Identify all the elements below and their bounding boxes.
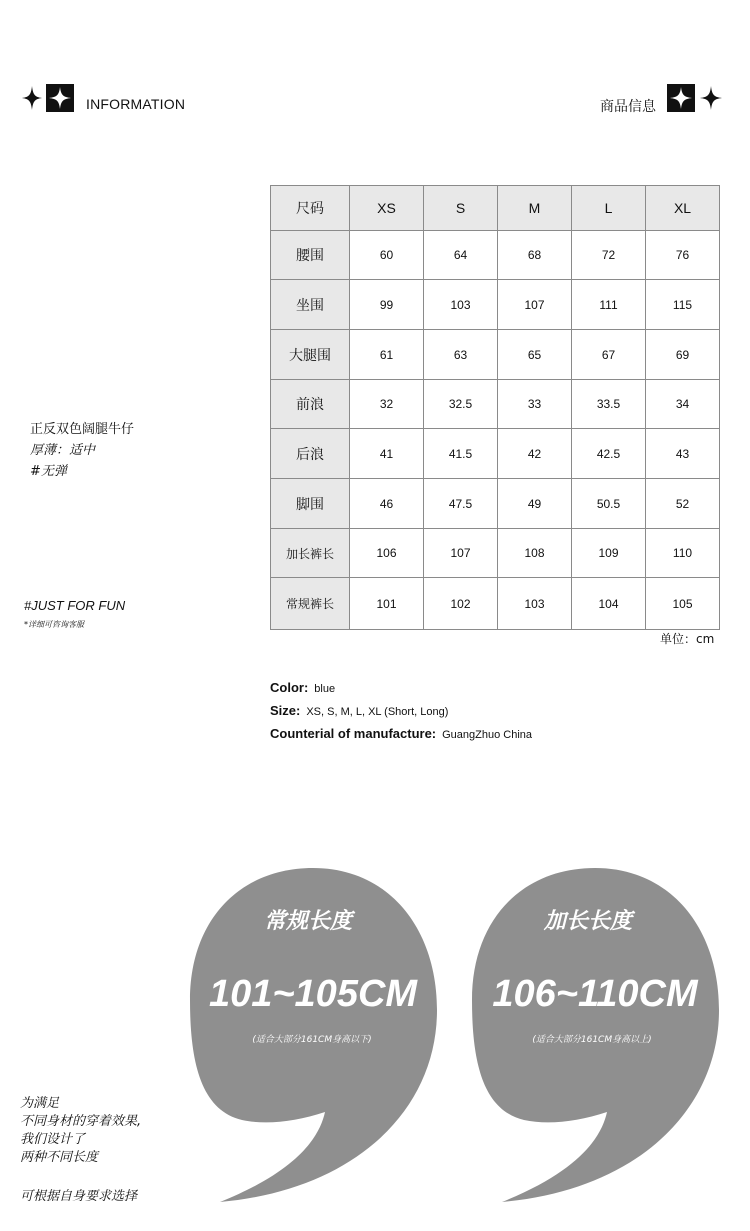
row-label: 前浪 [271,380,350,429]
table-cell: 109 [572,529,646,578]
table-cell: 103 [498,578,572,630]
regular-length-title: 常规长度 [263,909,353,934]
four-point-star-icon [665,82,725,114]
color-label: Color: [270,680,309,695]
description-line: 正反双色阔腿牛仔 [30,422,135,437]
row-label: 大腿围 [271,330,350,380]
size-header: XS [350,186,424,231]
table-row [271,429,720,479]
long-length-note: (适合大部分161CM身高以上) [532,1035,652,1045]
table-row [271,380,720,429]
table-cell: 34 [646,380,720,429]
table-cell: 61 [350,330,424,380]
origin-label: Counterial of manufacture: [270,726,437,741]
table-cell: 42 [498,429,572,479]
choose-note: 可根据自身要求选择 [20,1189,138,1204]
table-cell: 67 [572,330,646,380]
thickness-line: 厚薄：适中 [30,443,96,458]
table-row [271,280,720,330]
size-header: XL [646,186,720,231]
table-cell: 50.5 [572,479,646,529]
row-label: 坐围 [271,280,350,330]
table-cell: 103 [424,280,498,330]
table-cell: 41 [350,429,424,479]
table-cell: 76 [646,231,720,280]
table-cell: 33.5 [572,380,646,429]
table-row [271,529,720,578]
table-cell: 104 [572,578,646,630]
row-label: 常规裤长 [271,578,350,630]
slogan-note: *详细可咨询客服 [24,620,84,629]
table-cell: 46 [350,479,424,529]
four-point-star-icon [20,82,76,114]
regular-length-note: (适合大部分161CM身高以下) [252,1035,372,1045]
product-description [30,419,134,482]
table-cell: 52 [646,479,720,529]
table-cell: 107 [498,280,572,330]
table-cell: 68 [498,231,572,280]
long-length-title: 加长长度 [543,909,633,934]
size-header: L [572,186,646,231]
length-bubbles [0,850,750,1231]
explanation-line: 不同身材的穿着效果, [20,1114,142,1129]
size-header: M [498,186,572,231]
table-cell: 102 [424,578,498,630]
table-cell: 72 [572,231,646,280]
table-cell: 42.5 [572,429,646,479]
explanation-line: 两种不同长度 [20,1150,99,1165]
regular-length-bubble [190,868,437,1202]
table-cell: 33 [498,380,572,429]
long-length-bubble [472,868,719,1202]
color-value: blue [314,683,336,695]
table-row [271,231,720,280]
table-cell: 49 [498,479,572,529]
table-cell: 32.5 [424,380,498,429]
color-info [270,680,335,695]
table-row [271,479,720,529]
table-cell: 111 [572,280,646,330]
table-header-row [271,186,720,231]
table-cell: 69 [646,330,720,380]
row-label: 后浪 [271,429,350,479]
regular-length-range: 101~105CM [208,973,418,1015]
information-heading: INFORMATION [86,96,186,112]
unit-label: 单位：cm [660,632,715,646]
table-cell: 41.5 [424,429,498,479]
table-cell: 60 [350,231,424,280]
long-length-range: 106~110CM [492,973,698,1015]
size-info [270,703,448,718]
slogan: #JUST FOR FUN [24,598,126,613]
table-cell: 108 [498,529,572,578]
table-cell: 105 [646,578,720,630]
table-cell: 106 [350,529,424,578]
product-info-heading: 商品信息 [600,99,656,115]
table-cell: 63 [424,330,498,380]
size-value: XS, S, M, L, XL (Short, Long) [306,706,449,718]
size-table [270,185,720,630]
explanation-line: 我们设计了 [20,1132,86,1147]
table-cell: 64 [424,231,498,280]
table-cell: 107 [424,529,498,578]
table-cell: 43 [646,429,720,479]
size-label: Size: [270,703,301,718]
row-label: 腰围 [271,231,350,280]
stretch-line: #无弹 [30,464,67,479]
table-cell: 101 [350,578,424,630]
table-row [271,330,720,380]
table-cell: 47.5 [424,479,498,529]
size-header: S [424,186,498,231]
table-cell: 99 [350,280,424,330]
length-explanation [20,1095,141,1167]
table-cell: 115 [646,280,720,330]
table-cell: 65 [498,330,572,380]
row-label: 加长裤长 [271,529,350,578]
table-corner: 尺码 [271,186,350,231]
table-cell: 32 [350,380,424,429]
origin-info [270,726,532,741]
origin-value: GuangZhuo China [442,729,533,741]
table-row [271,578,720,630]
row-label: 脚围 [271,479,350,529]
table-cell: 110 [646,529,720,578]
explanation-line: 为满足 [20,1096,60,1111]
